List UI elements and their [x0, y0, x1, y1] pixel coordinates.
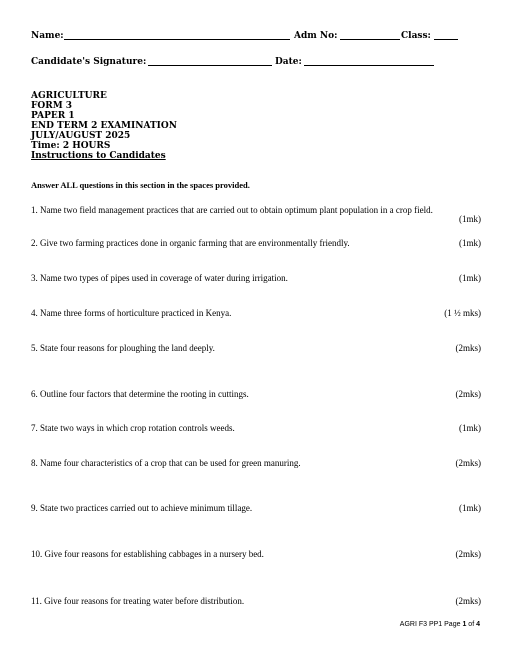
question-text: 10. Give four reasons for establishing cabbages in a nursery bed.	[31, 549, 264, 559]
question-marks: (1 ½ mks)	[444, 308, 481, 318]
question-7	[31, 423, 481, 434]
class-field[interactable]	[434, 39, 458, 40]
name-label: Name:	[31, 31, 64, 41]
adm-no-label: Adm No:	[294, 31, 338, 41]
exam-form: FORM 3	[31, 101, 73, 111]
question-text: 1. Name two field management practices that are carried out to obtain optimum plant population in a crop field.	[31, 205, 433, 215]
question-9	[31, 503, 481, 514]
adm-no-field[interactable]	[340, 39, 400, 40]
question-marks: (1mk)	[459, 214, 481, 224]
question-text: 7. State two ways in which crop rotation controls weeds.	[31, 423, 235, 433]
question-2	[31, 238, 481, 249]
section-instruction: Answer ALL questions in this section in the spaces provided.	[31, 180, 250, 190]
instructions-heading: Instructions to Candidates	[31, 151, 166, 161]
exam-time: Time: 2 HOURS	[31, 141, 111, 151]
page-footer	[400, 621, 480, 628]
question-text: 3. Name two types of pipes used in coverage of water during irrigation.	[31, 273, 288, 283]
exam-paper: PAPER 1	[31, 111, 75, 121]
footer-total-pages: 4	[476, 621, 480, 628]
footer-page-number: 1	[462, 621, 467, 628]
question-marks: (2mks)	[455, 549, 481, 559]
question-marks: (1mk)	[459, 238, 481, 248]
question-11	[31, 596, 481, 607]
question-4	[31, 308, 481, 319]
question-marks: (1mk)	[459, 273, 481, 283]
exam-subject: AGRICULTURE	[31, 91, 107, 101]
question-text: 11. Give four reasons for treating water before distribution.	[31, 596, 245, 606]
question-text: 6. Outline four factors that determine the rooting in cuttings.	[31, 389, 249, 399]
question-1	[31, 205, 481, 227]
exam-title: END TERM 2 EXAMINATION	[31, 121, 177, 131]
question-marks: (1mk)	[459, 503, 481, 513]
question-marks: (1mk)	[459, 423, 481, 433]
question-6	[31, 389, 481, 400]
name-field[interactable]	[64, 39, 290, 40]
question-3	[31, 273, 481, 284]
question-5	[31, 343, 481, 354]
question-marks: (2mks)	[455, 389, 481, 399]
question-text: 2. Give two farming practices done in organic farming that are environmentally friendly.	[31, 238, 350, 248]
date-field[interactable]	[304, 65, 434, 66]
question-text: 8. Name four characteristics of a crop that can be used for green manuring.	[31, 458, 301, 468]
signature-label: Candidate's Signature:	[31, 57, 147, 67]
date-label: Date:	[275, 57, 302, 67]
question-text: 4. Name three forms of horticulture practiced in Kenya.	[31, 308, 232, 318]
question-text: 5. State four reasons for ploughing the land deeply.	[31, 343, 215, 353]
signature-field[interactable]	[148, 65, 272, 66]
question-marks: (2mks)	[455, 343, 481, 353]
exam-date: JULY/AUGUST 2025	[31, 131, 131, 141]
footer-of: of	[468, 621, 475, 628]
question-8	[31, 458, 481, 469]
question-marks: (2mks)	[455, 458, 481, 468]
question-text: 9. State two practices carried out to achieve minimum tillage.	[31, 503, 253, 513]
footer-code: AGRI F3 PP1 Page	[399, 621, 461, 628]
class-label: Class:	[401, 31, 431, 41]
question-10	[31, 549, 481, 560]
question-marks: (2mks)	[455, 596, 481, 606]
